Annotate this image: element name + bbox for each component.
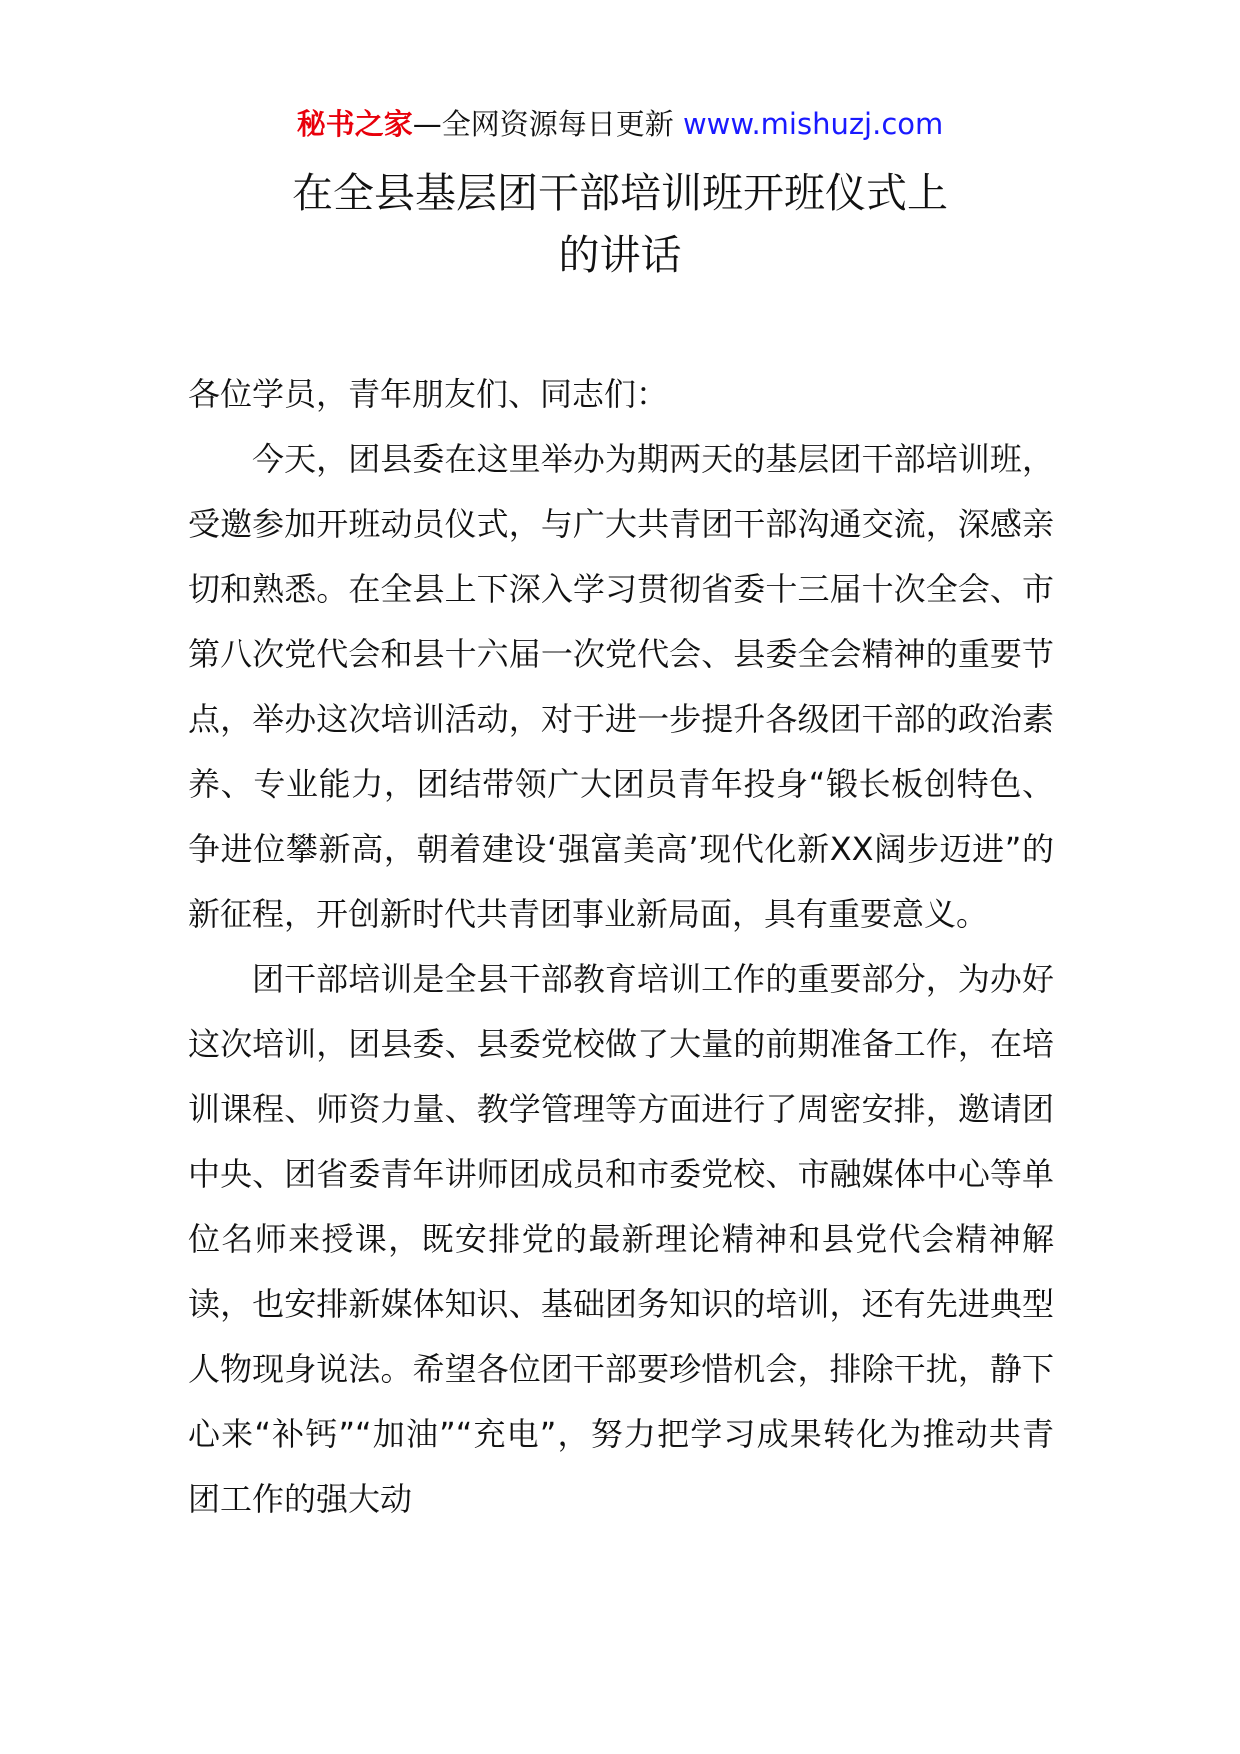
document-body (188, 362, 1054, 1532)
site-url-link[interactable]: www.mishuzj.com (682, 107, 944, 141)
paragraph-1: 今天，团县委在这里举办为期两天的基层团干部培训班，受邀参加开班动员仪式，与广大共青团干部沟通交流，深感亲切和熟悉。在全县上下深入学习贯彻省委十三届十次全会、市第八次党代会和县十六届一次党代会、县委全会精神的重要节点，举办这次培训活动，对于进一步提升各级团干部的政治素养、专业能力，团结带领广大团员青年投身“锻长板创特色、争进位攀新高，朝着建设‘强富美高’现代化新XX阔步迈进”的新征程，开创新时代共青团事业新局面，具有重要意义。 (188, 440, 1054, 933)
title-line-1: 在全县基层团干部培训班开班仪式上 (292, 169, 948, 217)
document-title (0, 162, 1240, 286)
salutation: 各位学员，青年朋友们、同志们： (188, 375, 669, 413)
paragraph-2: 团干部培训是全县干部教育培训工作的重要部分，为办好这次培训，团县委、县委党校做了大量的前期准备工作，在培训课程、师资力量、教学管理等方面进行了周密安排，邀请团中央、团省委青年讲师团成员和市委党校、市融媒体中心等单位名师来授课，既安排党的最新理论精神和县党代会精神解读，也安排新媒体知识、基础团务知识的培训，还有先进典型人物现身说法。希望各位团干部要珍惜机会，排除干扰，静下心来“补钙”“加油”“充电”，努力把学习成果转化为推动共青团工作的强大动 (188, 960, 1054, 1518)
header-slogan: —全网资源每日更新 (412, 107, 674, 141)
title-line-2: 的讲话 (558, 231, 682, 279)
site-header (0, 104, 1240, 144)
brand-name: 秘书之家 (296, 107, 413, 141)
